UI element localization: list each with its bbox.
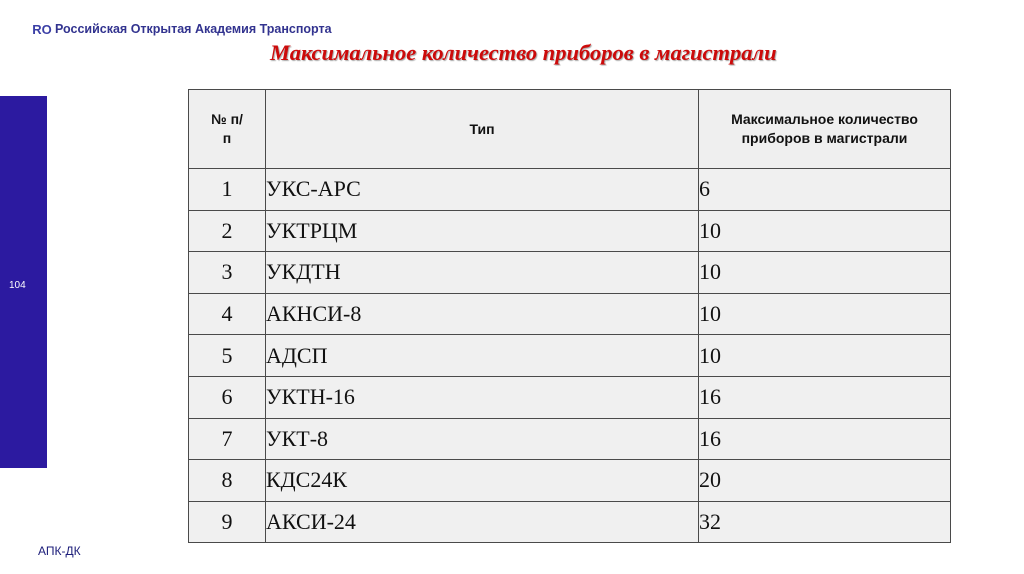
cell-max: 10	[699, 210, 951, 252]
cell-type: УКТРЦМ	[266, 210, 699, 252]
cell-max: 10	[699, 293, 951, 335]
cell-max: 10	[699, 335, 951, 377]
table-row	[189, 293, 951, 335]
cell-type: УКС-АРС	[266, 169, 699, 211]
table-row	[189, 376, 951, 418]
cell-type: КДС24К	[266, 460, 699, 502]
table-row	[189, 210, 951, 252]
cell-num: 9	[189, 501, 266, 543]
table-row	[189, 460, 951, 502]
table-row	[189, 169, 951, 211]
cell-num: 1	[189, 169, 266, 211]
devices-table	[188, 89, 951, 543]
header-num: № п/п	[189, 90, 266, 169]
logo-glyph: RO	[32, 21, 52, 37]
cell-type: АКНСИ-8	[266, 293, 699, 335]
cell-num: 4	[189, 293, 266, 335]
cell-max: 16	[699, 376, 951, 418]
cell-max: 32	[699, 501, 951, 543]
cell-max: 16	[699, 418, 951, 460]
table-row	[189, 335, 951, 377]
cell-type: УКТ-8	[266, 418, 699, 460]
footer-label: АПК-ДК	[38, 544, 81, 558]
cell-type: УКТН-16	[266, 376, 699, 418]
table-row	[189, 252, 951, 294]
table-row	[189, 418, 951, 460]
cell-type: АДСП	[266, 335, 699, 377]
cell-max: 6	[699, 169, 951, 211]
page-number: 104	[9, 280, 26, 291]
cell-max: 10	[699, 252, 951, 294]
table-row	[189, 501, 951, 543]
header-max: Максимальное количество приборов в магистрали	[699, 90, 951, 169]
cell-num: 3	[189, 252, 266, 294]
cell-type: УКДТН	[266, 252, 699, 294]
cell-num: 6	[189, 376, 266, 418]
cell-type: АКСИ-24	[266, 501, 699, 543]
cell-max: 20	[699, 460, 951, 502]
cell-num: 8	[189, 460, 266, 502]
academy-name: Российская Открытая Академия Транспорта	[55, 22, 332, 36]
cell-num: 5	[189, 335, 266, 377]
slide-title: Максимальное количество приборов в магистрали	[270, 40, 777, 65]
table-header-row	[189, 90, 951, 169]
cell-num: 7	[189, 418, 266, 460]
academy-logo-icon	[32, 18, 52, 40]
header-type: Тип	[266, 90, 699, 169]
cell-num: 2	[189, 210, 266, 252]
